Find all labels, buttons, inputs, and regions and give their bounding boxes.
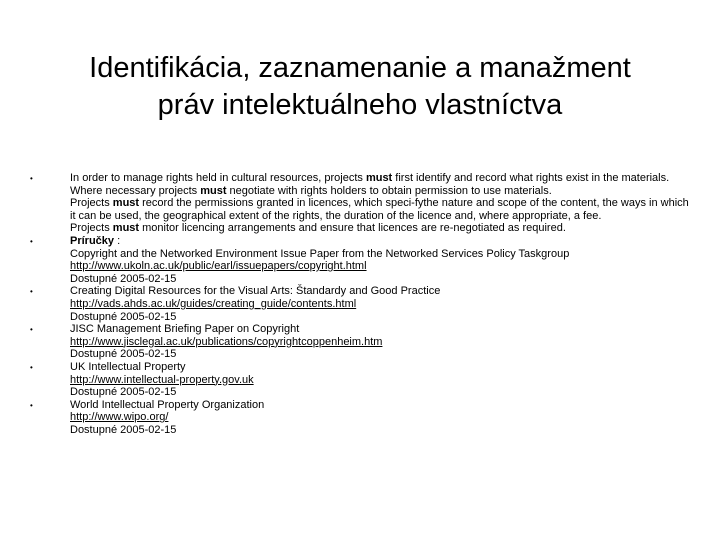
bullet-list	[26, 172, 694, 436]
bullet-icon: •	[30, 174, 33, 183]
guides-heading: Príručky :	[70, 234, 121, 247]
bullet-icon: •	[30, 362, 33, 372]
bullet-icon: •	[30, 287, 33, 297]
bullet-icon: •	[30, 400, 33, 410]
access-date: Dostupné 2005-02-15	[70, 423, 177, 436]
access-date: Dostupné 2005-02-15	[70, 310, 177, 323]
resource-title: UK Intellectual Property	[70, 360, 186, 373]
access-date: Dostupné 2005-02-15	[70, 348, 177, 361]
resource-link[interactable]: http://www.ukoln.ac.uk/public/earl/issuepapers/copyright.html	[70, 260, 367, 273]
list-item	[26, 285, 694, 323]
resource-link[interactable]: http://www.intellectual-property.gov.uk	[70, 373, 254, 386]
list-item	[26, 235, 694, 285]
paragraph: Where necessary projects must negotiate with rights holders to obtain permission to use materials.	[70, 184, 552, 197]
access-date: Dostupné 2005-02-15	[70, 386, 177, 399]
title-line-2: práv intelektuálneho vlastníctva	[157, 89, 563, 121]
list-item	[26, 323, 694, 361]
resource-link[interactable]: http://www.jisclegal.ac.uk/publications/copyrightcoppenheim.htm	[70, 335, 383, 348]
bullet-icon: •	[30, 236, 33, 246]
bullet-icon: •	[30, 325, 33, 335]
resource-title: Creating Digital Resources for the Visual Arts: Štandardy and Good Practice	[70, 285, 441, 298]
list-item	[26, 361, 694, 399]
access-date: Dostupné 2005-02-15	[70, 272, 177, 285]
list-item	[26, 172, 694, 235]
paragraph: Projects must record the permissions granted in licences, which speci-fythe nature and scope of the content, the ways in which it can be used, the geographical extent of the rights, the duration of the licence and, where appropriate, a fee.	[70, 197, 689, 222]
resource-title: JISC Management Briefing Paper on Copyright	[70, 323, 300, 336]
list-item	[26, 399, 694, 437]
resource-title: World Intellectual Property Organization	[70, 398, 265, 411]
resource-link[interactable]: http://www.wipo.org/	[70, 411, 169, 424]
paragraph: In order to manage rights held in cultural resources, projects must first identify and record what rights exist in the materials.	[70, 172, 670, 184]
resource-title: Copyright and the Networked Environment Issue Paper from the Networked Services Policy Taskgroup	[70, 247, 570, 260]
title-line-1: Identifikácia, zaznamenanie a manažment	[89, 52, 631, 84]
slide-title	[20, 50, 700, 124]
resource-link[interactable]: http://vads.ahds.ac.uk/guides/creating_guide/contents.html	[70, 297, 357, 310]
paragraph: Projects must monitor licencing arrangements and ensure that licences are re-negotiated as required.	[70, 222, 566, 235]
